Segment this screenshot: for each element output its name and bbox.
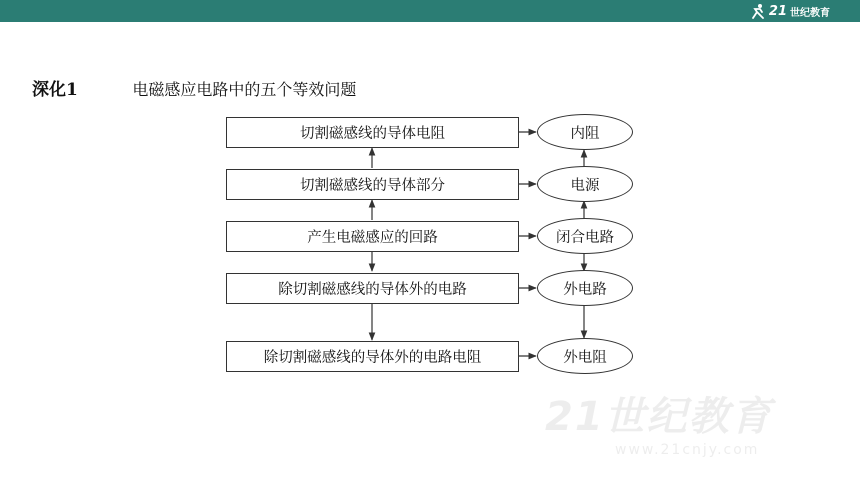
section-label: 深化1 <box>32 80 78 100</box>
oval-external-circuit: 外电路 <box>537 270 633 306</box>
watermark <box>545 385 773 458</box>
oval-internal-resistance: 内阻 <box>537 114 633 150</box>
box-external-circuit: 除切割磁感线的导体外的电路 <box>226 273 519 304</box>
oval-external-resistance: 外电阻 <box>537 338 633 374</box>
box-conductor-part: 切割磁感线的导体部分 <box>226 169 519 200</box>
box-external-resistance: 除切割磁感线的导体外的电路电阻 <box>226 341 519 372</box>
watermark-main: 21世纪教育 <box>545 394 773 440</box>
logo-text: 世纪教育 <box>790 7 830 19</box>
logo-number: 21 <box>768 3 787 19</box>
box-induction-loop: 产生电磁感应的回路 <box>226 221 519 252</box>
oval-closed-circuit: 闭合电路 <box>537 218 633 254</box>
page-title: 电磁感应电路中的五个等效问题 <box>132 80 357 99</box>
watermark-url: www.21cnjy.com <box>615 442 760 458</box>
oval-power-source: 电源 <box>537 166 633 202</box>
box-conductor-resistance: 切割磁感线的导体电阻 <box>226 117 519 148</box>
